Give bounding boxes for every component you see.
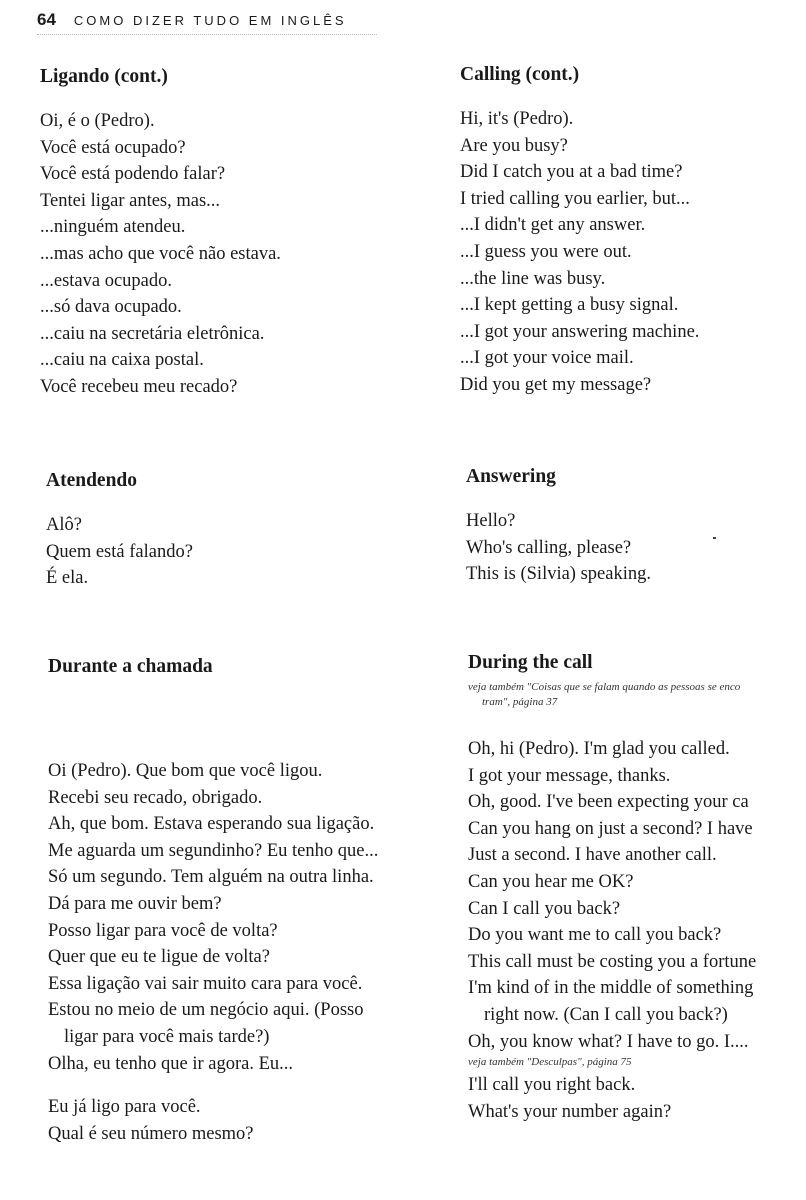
running-title: COMO DIZER TUDO EM INGLÊS xyxy=(73,13,347,28)
cross-reference-note: veja também "Desculpas", página 75 xyxy=(468,1056,632,1069)
phrase-line: ...só dava ocupado. xyxy=(40,297,182,318)
phrase-line: Dá para me ouvir bem? xyxy=(48,893,222,914)
phrase-line: Can you hear me OK? xyxy=(468,871,634,892)
phrase-line: Essa ligação vai sair muito cara para você. xyxy=(48,973,363,994)
phrase-line: ...estava ocupado. xyxy=(40,270,173,291)
phrase-line: ...the line was busy. xyxy=(460,268,606,289)
phrase-line: ...I guess you were out. xyxy=(460,241,632,262)
phrase-line: What's your number again? xyxy=(468,1101,672,1122)
phrase-line: I'll call you right back. xyxy=(468,1075,636,1096)
phrase-line: Oh, good. I've been expecting your ca xyxy=(468,792,749,813)
phrase-line: ...mas acho que você não estava. xyxy=(40,243,281,264)
speck xyxy=(713,537,716,539)
phrase-line: Did I catch you at a bad time? xyxy=(460,162,683,183)
phrase-line: Você está podendo falar? xyxy=(40,164,226,185)
phrase-line: Oi (Pedro). Que bom que você ligou. xyxy=(48,761,323,781)
section-calling xyxy=(460,64,699,399)
phrase-line: Eu já ligo para você. xyxy=(48,1097,201,1118)
section-heading: During the call xyxy=(468,652,593,673)
phrase-line: Oh, hi (Pedro). I'm glad you called. xyxy=(468,739,730,759)
section-ligando xyxy=(40,66,281,401)
page-header xyxy=(37,10,347,36)
section-durante xyxy=(48,656,378,1147)
page-number: 64 xyxy=(37,10,56,29)
phrase-line: Alô? xyxy=(46,515,82,535)
phrase-line: É ela. xyxy=(46,568,89,589)
phrase-line: Quer que eu te ligue de volta? xyxy=(48,947,270,968)
phrase-line: Qual é seu número mesmo? xyxy=(48,1123,254,1144)
phrase-line: Olha, eu tenho que ir agora. Eu... xyxy=(48,1053,294,1074)
phrase-line: I'm kind of in the middle of something xyxy=(468,978,754,999)
phrase-line: Recebi seu recado, obrigado. xyxy=(48,787,263,808)
phrase-line: Just a second. I have another call. xyxy=(468,845,717,866)
phrase-line: ...caiu na secretária eletrônica. xyxy=(40,323,265,344)
phrase-line: Oi, é o (Pedro). xyxy=(40,111,155,131)
section-heading: Ligando (cont.) xyxy=(40,66,168,87)
phrase-line: Ah, que bom. Estava esperando sua ligação. xyxy=(48,814,375,835)
section-atendendo xyxy=(46,470,193,592)
header-divider xyxy=(37,34,377,35)
phrase-line: Quem está falando? xyxy=(46,541,193,562)
phrase-line: I tried calling you earlier, but... xyxy=(460,188,690,209)
phrase-line: This call must be costing you a fortune xyxy=(468,951,757,972)
section-answering xyxy=(466,466,651,588)
section-heading: Durante a chamada xyxy=(48,656,213,677)
phrase-line: Hello? xyxy=(466,511,516,531)
phrase-line: Você recebeu meu recado? xyxy=(40,376,238,397)
phrase-line: Who's calling, please? xyxy=(466,537,632,558)
phrase-line: Só um segundo. Tem alguém na outra linha. xyxy=(48,867,374,888)
phrase-line: Hi, it's (Pedro). xyxy=(460,109,574,129)
phrase-line: Can I call you back? xyxy=(468,898,621,919)
phrase-line: ...ninguém atendeu. xyxy=(40,217,186,238)
phrase-line: Do you want me to call you back? xyxy=(468,925,722,946)
phrase-line: Você está ocupado? xyxy=(40,137,186,158)
phrase-line: Estou no meio de um negócio aqui. (Posso xyxy=(48,1000,364,1021)
phrase-line: Did you get my message? xyxy=(460,374,652,395)
phrase-line: Oh, you know what? I have to go. I.... xyxy=(468,1031,749,1052)
phrase-line: Posso ligar para você de volta? xyxy=(48,920,278,941)
phrase-line: Tentei ligar antes, mas... xyxy=(40,190,221,211)
phrase-line: Can you hang on just a second? I have xyxy=(468,818,753,839)
phrase-line: Me aguarda um segundinho? Eu tenho que... xyxy=(48,840,379,861)
phrase-line: I got your message, thanks. xyxy=(468,765,671,786)
phrase-line: ...I kept getting a busy signal. xyxy=(460,295,679,316)
section-during xyxy=(468,652,756,1125)
section-heading: Calling (cont.) xyxy=(460,64,580,85)
phrase-line: right now. (Can I call you back?) xyxy=(484,1004,728,1025)
cross-reference-note: tram", página 37 xyxy=(482,696,558,708)
phrase-line: ...I got your answering machine. xyxy=(460,321,700,342)
section-heading: Atendendo xyxy=(46,470,138,491)
phrase-line: ...I didn't get any answer. xyxy=(460,215,646,236)
phrase-line: This is (Silvia) speaking. xyxy=(466,564,651,585)
cross-reference-note: veja também "Coisas que se falam quando as pessoas se enco xyxy=(468,681,741,693)
phrase-line: ligar para você mais tarde?) xyxy=(64,1026,270,1047)
spacer xyxy=(48,1077,378,1094)
phrase-line: Are you busy? xyxy=(460,135,568,156)
phrase-line: ...caiu na caixa postal. xyxy=(40,350,204,371)
section-heading: Answering xyxy=(466,466,556,487)
phrase-line: ...I got your voice mail. xyxy=(460,348,634,369)
